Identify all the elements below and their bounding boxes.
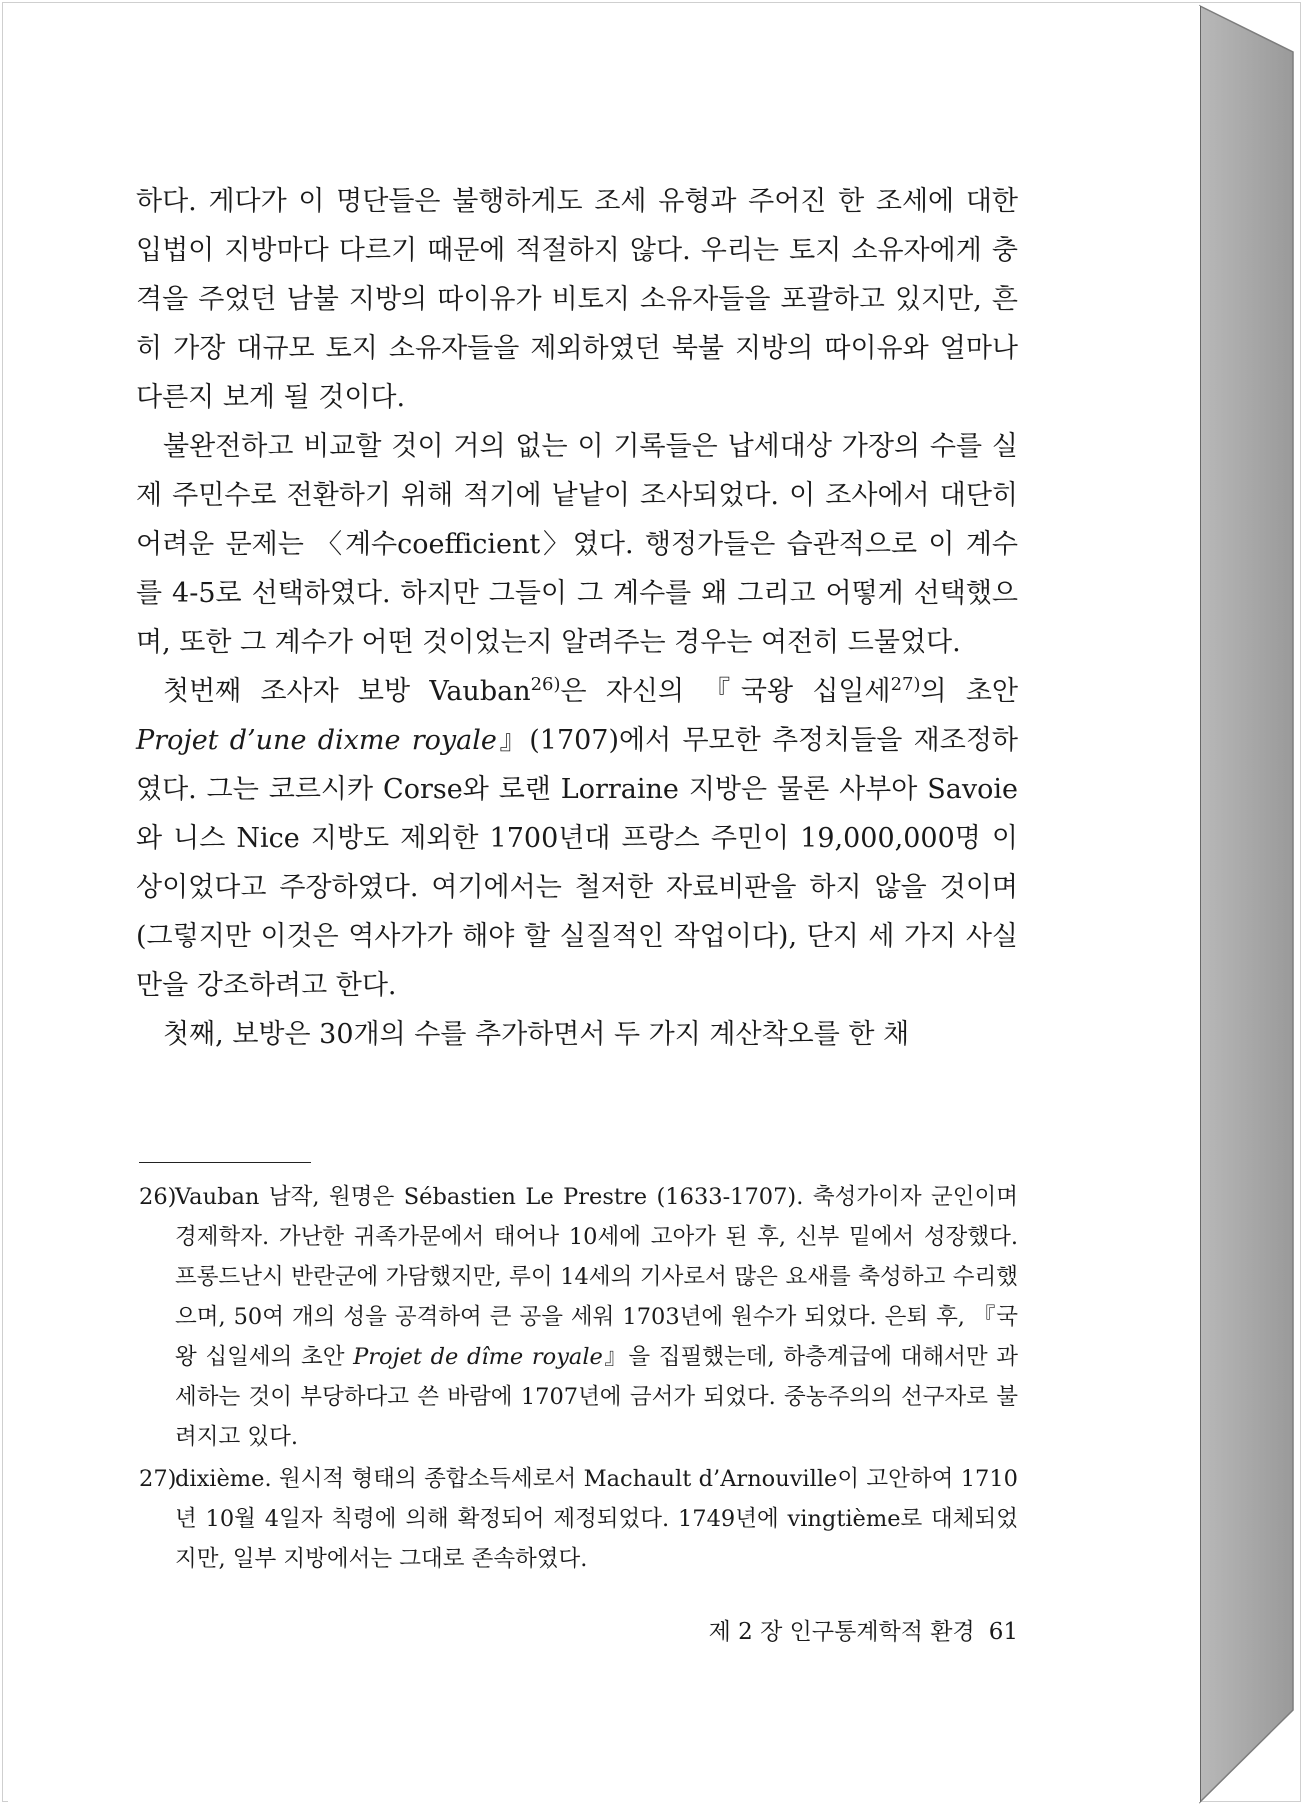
footnote-26-number: 26)	[139, 1184, 177, 1210]
paragraph-2: 불완전하고 비교할 것이 거의 없는 이 기록들은 납세대상 가장의 수를 실제 주민수로 전환하기 위해 적기에 낱낱이 조사되었다. 이 조사에서 대단히 어려운 문제는 〈계수coefficient〉였다. 행정가들은 습관적으로 이 계수를 4-5로 선택하였다. 하지만 그들이 그 계수를 왜 그리고 어떻게 선택했으며, 또한 그 계수가 어떤 것이었는지 알려주는 경우는 여전히 드물었다.	[136, 431, 1018, 658]
italic-title-dixme: Projet d’une dixme royale	[136, 725, 497, 756]
footnote-26-text-b: 』을 집필했는데, 하층계급에 대해서만 과세하는 것이 부당하다고 쓴 바람에 1707년에 금서가 되었다. 중농주의의 선구자로 불려지고 있다.	[175, 1344, 1018, 1450]
chapter-title: 제 2 장 인구통계학적 환경	[708, 1619, 975, 1645]
paragraph-3	[136, 667, 1018, 1010]
footnote-ref-26: 26)	[530, 674, 561, 695]
footnote-27	[139, 1459, 1018, 1579]
paragraph-4: 첫째, 보방은 30개의 수를 추가하면서 두 가지 계산착오를 한 채	[163, 1019, 910, 1050]
footnote-rule	[139, 1162, 311, 1163]
footnotes	[139, 1177, 1018, 1581]
footnote-26-text-a: Vauban 남작, 원명은 Sébastien Le Prestre (1633-1707). 축성가이자 군인이며 경제학자. 가난한 귀족가문에서 태어나 10세에 고아가 된 후, 신부 밑에서 성장했다. 프롱드난시 반란군에 가담했지만, 루이 14세의 기사로서 많은 요새를 축성하고 수리했으며, 50여 개의 성을 공격하여 큰 공을 세워 1703년에 원수가 되었다. 은퇴 후, 『국왕 십일세의 초안	[175, 1184, 1018, 1370]
paragraph-3-text-c: 의 초안	[920, 676, 1018, 707]
paragraph-3-text-d: 』(1707)에서 무모한 추정치들을 재조정하였다. 그는 코르시카 Corse와 로랜 Lorraine 지방은 물론 사부아 Savoie와 니스 Nice 지방도 제외한 1700년대 프랑스 주민이 19,000,000명 이상이었다고 주장하였다. 여기에서는 철저한 자료비판을 하지 않을 것이며(그렇지만 이것은 역사가가 해야 할 실질적인 작업이다), 단지 세 가지 사실만을 강조하려고 한다.	[136, 725, 1018, 1001]
paragraph-3-text-b: 은 자신의 『국왕 십일세	[560, 676, 891, 707]
paragraph-1: 하다. 게다가 이 명단들은 불행하게도 조세 유형과 주어진 한 조세에 대한 입법이 지방마다 다르기 때문에 적절하지 않다. 우리는 토지 소유자에게 충격을 주었던 남불 지방의 따이유가 비토지 소유자들을 포괄하고 있지만, 흔히 가장 대규모 토지 소유자들을 제외하였던 북불 지방의 따이유와 얼마나 다른지 보게 될 것이다.	[136, 186, 1018, 413]
paragraph-3-text-a: 첫번째 조사자 보방 Vauban	[163, 676, 531, 707]
footnote-26-italic-title: Projet de dîme royale	[353, 1344, 603, 1370]
footnote-ref-27: 27)	[890, 674, 921, 695]
body-text	[136, 177, 1018, 1059]
footnote-27-text: dixième. 원시적 형태의 종합소득세로서 Machault d’Arnouville이 고안하여 1710년 10월 4일자 칙령에 의해 확정되어 제정되었다. 1749년에 vingtième로 대체되었지만, 일부 지방에서는 그대로 존속하였다.	[175, 1466, 1018, 1572]
running-footer	[600, 1613, 1018, 1646]
page-number: 61	[988, 1619, 1018, 1645]
footnote-27-number: 27)	[139, 1466, 177, 1492]
footnote-26	[139, 1177, 1018, 1457]
